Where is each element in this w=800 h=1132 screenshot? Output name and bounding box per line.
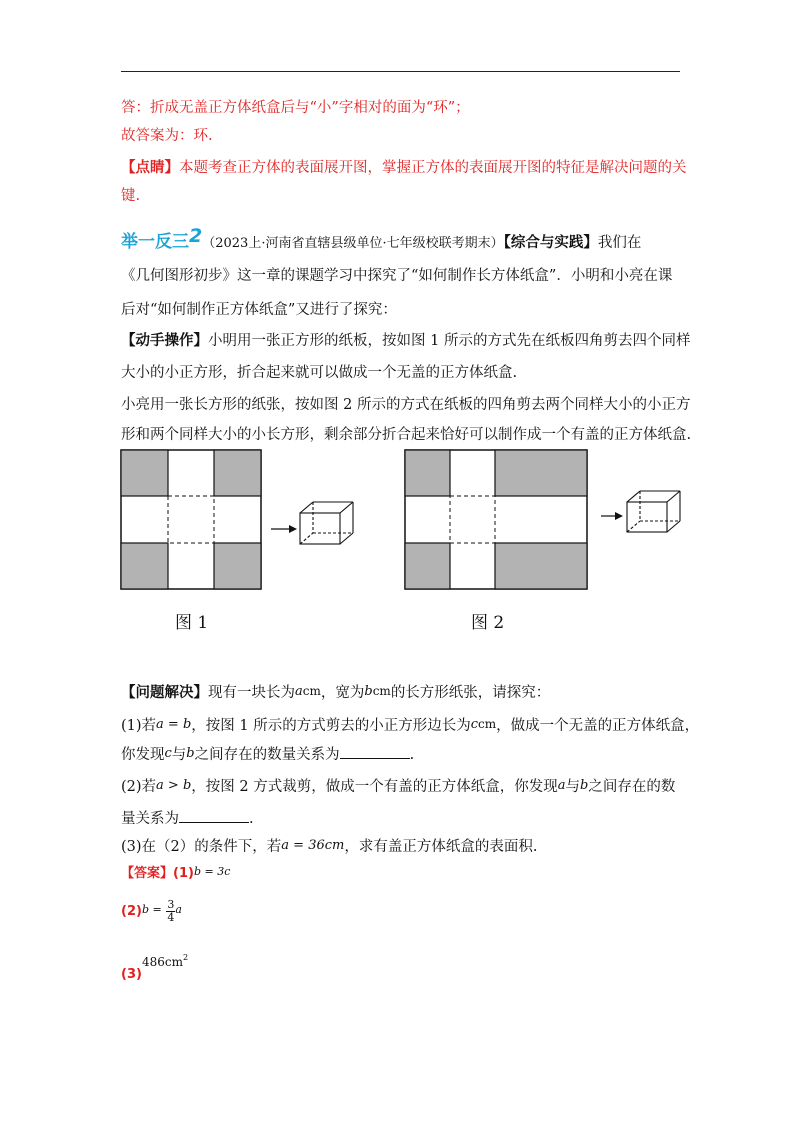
question-intro-b: ，宽为 [320,685,365,701]
q1-var-b: b [186,746,195,761]
fig1-cube [300,502,353,544]
answer-1 [121,862,230,884]
answer-3-number: (3) [121,966,142,982]
intro-text-3: 后对“如何制作正方体纸盒”又进行了探究： [121,302,397,318]
fraction-denominator: 4 [167,910,175,924]
answer-conclusion: 故答案为：环. [121,128,213,144]
intro-line-3 [121,300,397,320]
unit-cm-c: cm [478,717,497,731]
q1-text-b: ，按图 1 所示的方式剪去的小正方形边长为 [191,718,471,734]
q1-line-1 [121,714,699,736]
figure-1-label: 图 1 [175,613,209,633]
operation-text-2: 大小的小正方形，折合起来就可以做成一个无盖的正方体纸盒. [121,365,518,381]
op-line-3 [121,395,690,415]
answer-1-number: (1) [173,866,194,881]
answer-2-lhs: b = [141,903,162,916]
question-intro [121,681,550,703]
q2-line-2 [121,808,254,829]
comment-text: 本题考查正方体的表面展开图，掌握正方体的表面展开图的特征是解决问题的关 [179,160,687,176]
answer-2 [121,896,182,926]
question-intro-c: 的长方形纸张，请探究： [390,685,551,701]
figure-2 [405,450,690,590]
fig2-cube [627,491,680,532]
op-line-1 [121,331,690,351]
q3-equation: a = 36cm [281,838,345,853]
fraction-numerator: 3 [167,897,175,911]
fig2-corner-bl [405,543,450,589]
unit-cm-b: cm [372,684,391,698]
unit-cm-a: cm [302,684,321,698]
question-intro-a: 现有一块长为 [208,685,295,701]
q2-var-b: b [580,778,589,793]
q1-var-c: c [470,717,479,732]
answer-1-value: b = 3c [193,865,231,878]
fig1-corner-tr [214,450,261,496]
q2-text-c: 之间存在的数 [588,779,676,795]
q1-and: 与 [171,747,187,763]
operation-text-4: 形和两个同样大小的小长方形，剩余部分折合起来恰好可以制作成一个有盖的正方体纸盒. [121,427,692,443]
answer-3-superscript: 2 [182,953,189,962]
operation-text-1: 小明用一张正方形的纸板，按如图 1 所示的方式先在纸板四角剪去四个同样 [208,333,691,349]
figure-2-label: 图 2 [471,613,505,633]
top-rule [121,71,680,72]
q2-text-a: 若 [141,779,157,795]
answer-3 [121,948,188,985]
intro-text-2: 《几何图形初步》这一章的课题学习中探究了“如何制作长方体纸盒”．小明和小亮在课 [121,268,673,284]
q1-number: (1) [121,718,142,734]
fig2-arrowhead [615,512,623,520]
fig1-corner-tl [121,450,168,496]
var-b: b [364,684,373,699]
answers-label: 【答案】 [121,866,174,881]
op-line-2 [121,363,517,383]
q2-equation: a > b [156,778,192,793]
intro-line-2 [121,266,672,286]
q2-number: (2) [121,779,142,795]
q1-text-a: 若 [141,718,157,734]
answer-line-1 [121,98,470,118]
op-line-4 [121,425,691,445]
figure-1 [121,450,361,590]
question-label: 【问题解决】 [121,684,208,701]
q2-text-b: ，按图 2 方式裁剪，做成一个有盖的正方体纸盒，你发现 [191,779,558,795]
fig2-corner-tl [405,450,450,496]
comment-line-1 [121,158,687,178]
answer-3-value: 486cm [141,954,183,969]
fig1-corner-br [214,543,261,589]
comment-label: 【点睛】 [121,159,179,176]
q1-text-d: 你发现 [121,747,165,763]
q1-line-2 [121,744,414,765]
q3-number: (3) [121,839,142,855]
q2-text-d: 量关系为 [121,811,179,827]
q3-text-b: ，求有盖正方体纸盒的表面积. [344,839,538,855]
comment-text-2: 键. [121,188,141,204]
operation-label: 【动手操作】 [121,332,208,349]
problem-heading [121,226,641,254]
q1-end: . [409,747,415,763]
q2-and: 与 [565,779,580,795]
q1-equation: a = b [156,717,192,732]
answer-2-var: a [175,903,182,916]
problem-badge: 举一反三 [121,232,189,252]
q2-end: . [249,811,254,827]
operation-text-3: 小亮用一张长方形的纸张，按如图 2 所示的方式在纸板的四角剪去两个同样大小的小正方 [121,397,691,413]
q2-answer-blank[interactable] [179,808,249,823]
q2-var-a: a [557,778,566,793]
var-a: a [295,684,303,699]
q2-line-1 [121,776,675,797]
comment-line-2 [121,186,140,206]
answer-line-2 [121,126,213,146]
q1-var-c2: c [164,746,172,761]
section-tag: 【综合与实践】 [503,234,598,251]
fig1-corner-bl [121,543,168,589]
problem-source: （2023上·河南省直辖县级单位·七年级校联考期末） [202,236,504,251]
fig2-corner-tr [495,450,587,496]
answer-text: 答：折成无盖正方体纸盒后与“小”字相对的面为“环”； [121,100,470,116]
q1-text-e: 之间存在的数量关系为 [194,747,340,763]
q1-answer-blank[interactable] [340,744,410,759]
answer-2-number: (2) [121,904,142,919]
problem-badge-number: 2 [189,225,203,247]
fig1-arrowhead [289,525,297,533]
q3-line [121,836,537,857]
q1-text-c: ，做成一个无盖的正方体纸盒， [496,718,700,734]
q3-text-a: 在（2）的条件下，若 [141,839,282,855]
intro-tail: 我们在 [597,235,642,251]
answer-2-fraction [166,899,175,924]
fig2-corner-br [495,543,587,589]
